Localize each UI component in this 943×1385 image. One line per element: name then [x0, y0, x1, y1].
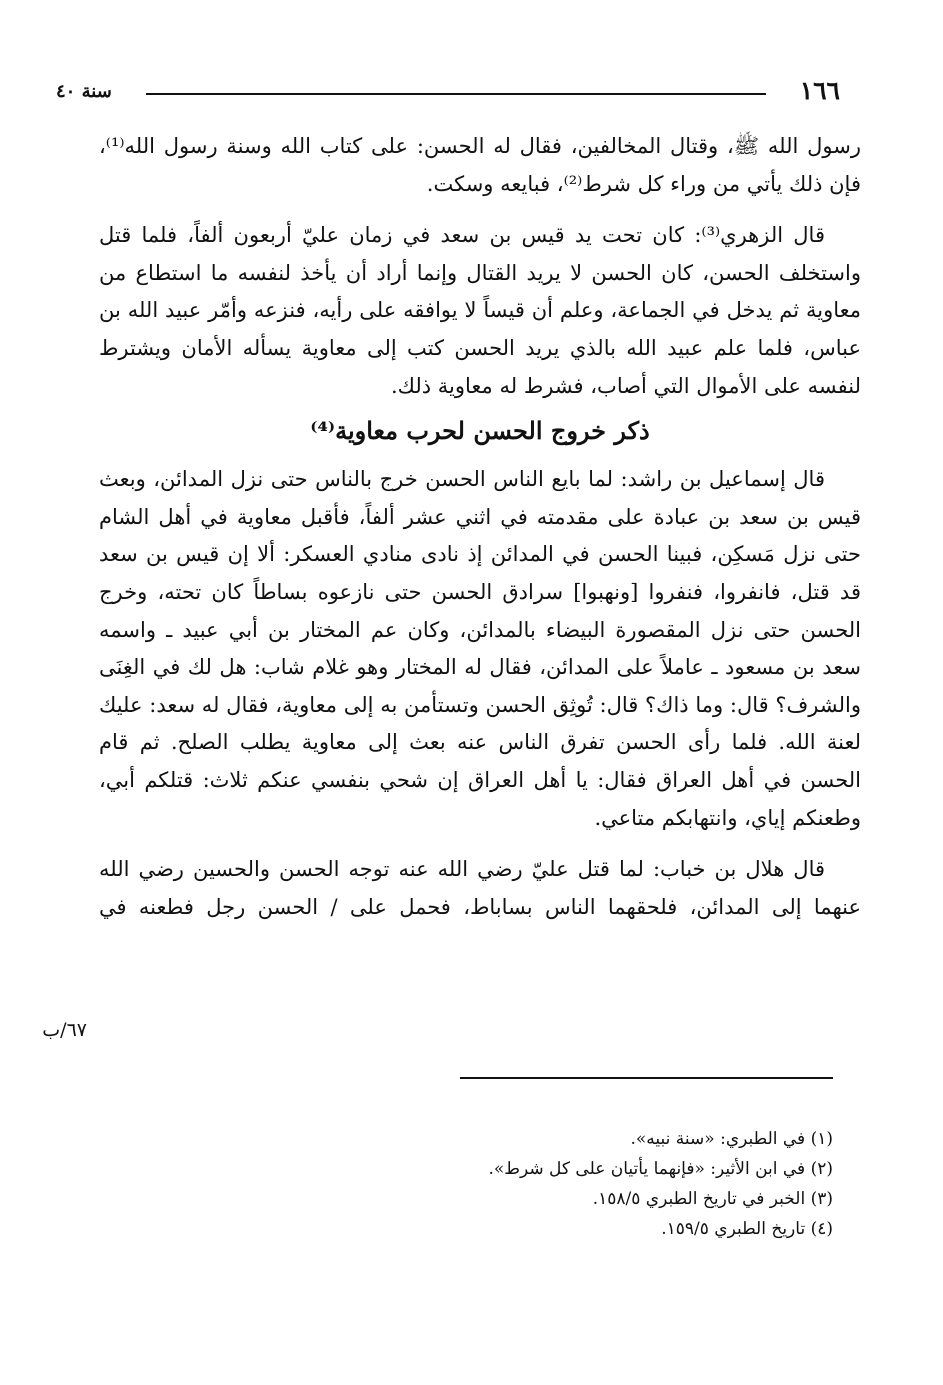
section-heading: ذكر خروج الحسن لحرب معاوية⁽⁴⁾	[310, 416, 650, 446]
main-text	[99, 128, 861, 926]
manuscript-folio-ref: ٦٧/ب	[42, 1019, 87, 1041]
footnote-4: (٤) تاريخ الطبري ١٥٩/٥.	[661, 1219, 833, 1239]
running-header	[56, 74, 840, 110]
footnote-3: (٣) الخبر في تاريخ الطبري ١٥٨/٥.	[592, 1189, 833, 1209]
paragraph-4: قال هلال بن خباب: لما قتل عليّ رضي الله عنه توجه الحسن والحسين رضي الله عنهما إلى المدائن، فلحقهما الناس بساباط، فحمل على / الحسن رجل فطعنه في	[99, 857, 861, 919]
footnote-rule	[460, 1077, 833, 1079]
paragraph-1: رسول الله ﷺ، وقتال المخالفين، فقال له الحسن: على كتاب الله وسنة رسول الله⁽¹⁾، فإن ذلك يأتي من وراء كل شرط⁽²⁾، فبايعه وسكت.	[99, 134, 861, 196]
footnotes	[333, 1124, 833, 1244]
paragraph-3: قال إسماعيل بن راشد: لما بايع الناس الحسن خرج بالناس حتى نزل المدائن، وبعث قيس بن سعد بن عبادة على مقدمته في اثني عشر ألفاً، فأقبل معاوية في أهل الشام حتى نزل مَسكِن، فبينا الحسن في المدائن إذ نادى منادي العسكر: ألا إن قيس بن سعد قد قتل، فانفروا، فنفروا [ونهبوا] سرادق الحسن حتى نازعوه بساطاً كان تحته، وخرج الحسن حتى نزل المقصورة البيضاء بالمدائن، وكان عم المختار بن أبي عبيد ـ واسمه سعد بن مسعود ـ عاملاً على المدائن، فقال له المختار وهو غلام شاب: هل لك في الغِنَى والشرف؟ قال: وما ذاك؟ قال: تُوثِق الحسن وتستأمن به إلى معاوية، فقال له سعد: عليك لعنة الله. فلما رأى الحسن تفرق الناس عنه بعث إلى معاوية يطلب الصلح. ثم قام الحسن في أهل العراق فقال: يا أهل العراق إن شحي بنفسي عنكم ثلاث: قتلكم أبي، وطعنكم إياي، وانتهابكم متاعي.	[99, 467, 861, 830]
footnote-2: (٢) في ابن الأثير: «فإنهما يأتيان على كل شرط».	[488, 1159, 833, 1179]
paragraph-2: قال الزهري⁽³⁾: كان تحت يد قيس بن سعد في زمان عليّ أربعون ألفاً، فلما قتل واستخلف الحسن، كان الحسن لا يريد القتال وإنما أراد أن يأخذ لنفسه ما استطاع من معاوية ثم يدخل في الجماعة، وعلم أن قيساً لا يوافقه على رأيه، فنزعه وأمّر عبيد الله بن عباس، فلما علم عبيد الله بالذي يريد الحسن كتب إلى معاوية يسأله الأمان ويشترط لنفسه على الأموال التي أصاب، فشرط له معاوية ذلك.	[99, 223, 861, 398]
year-label: سنة ٤٠	[56, 81, 112, 102]
page-number: ١٦٦	[799, 76, 840, 105]
footnote-1: (١) في الطبري: «سنة نبيه».	[630, 1129, 833, 1149]
header-rule	[146, 93, 766, 95]
